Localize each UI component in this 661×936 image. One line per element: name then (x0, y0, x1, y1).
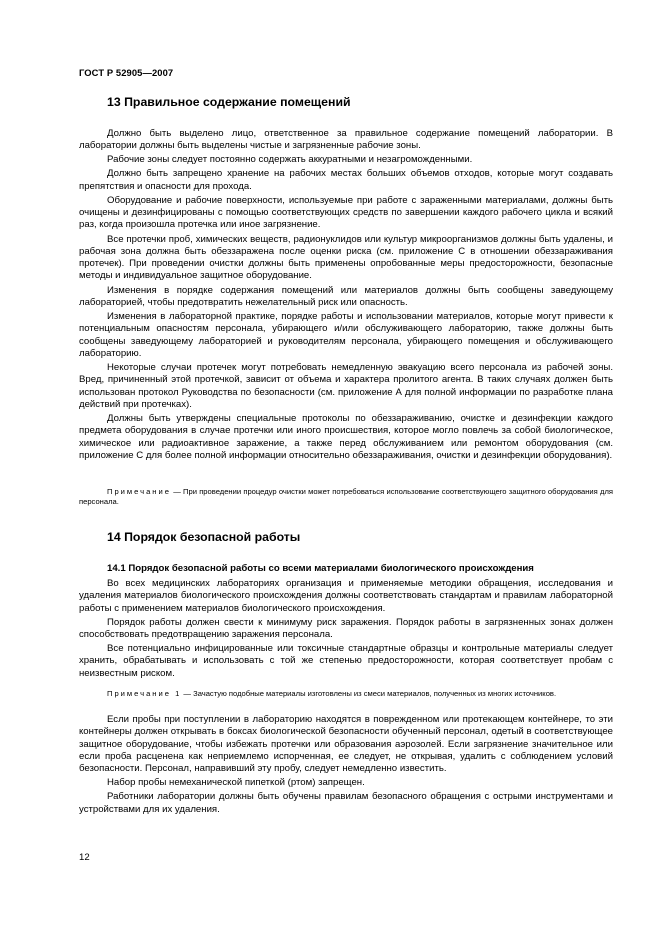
paragraph: Набор пробы немеханической пипеткой (ртом) запрещен. (107, 777, 365, 789)
section-13-body (79, 128, 613, 462)
section-14-title: 14 Порядок безопасной работы (107, 530, 301, 544)
section-14-body (79, 578, 613, 680)
note-label: Примечание 1 (107, 689, 182, 698)
note-text: — При проведении процедур очистки может потребоваться использование соответствующего защитного оборудования для персонала. (79, 487, 613, 507)
paragraph: Изменения в лабораторной практике, порядке работы и использовании материалов, которые могут привести к потенциальным опасностям персонала, убирающего и/или обслуживающего лабораторию, также должны быть сообщены заведующему лабораторией и руководителям персонала, убирающего помещения и обслуживающего лабораторию. (79, 310, 613, 359)
paragraph: Оборудование и рабочие поверхности, используемые при работе с зараженными материалами, должны быть очищены и дезинфицированы с помощью соответствующих средств по завершении каждого рабочего цикла и всякий раз, когда произошла протечка или иное загрязнение. (79, 194, 613, 231)
note-text: — Зачастую подобные материалы изготовлены из смеси материалов, полученных из многих источников. (181, 689, 557, 698)
subsection-14-1-title: 14.1 Порядок безопасной работы со всеми материалами биологического происхождения (107, 563, 534, 574)
document-header: ГОСТ Р 52905—2007 (79, 67, 174, 78)
paragraph: Должно быть запрещено хранение на рабочих местах больших объемов отходов, которые могут создавать препятствия и опасности для прохода. (79, 168, 613, 192)
paragraph: Должно быть выделено лицо, ответственное за правильное содержание помещений лаборатории. В лаборатории должны быть выделены чистые и загрязненные рабочие зоны. (79, 128, 613, 152)
paragraph: Во всех медицинских лабораториях организация и применяемые методики обращения, исследования и удаления материалов биологического происхождения должны соответствовать стандартам и правилам лабораторной работы с применением материалов биологического происхождения. (79, 578, 613, 614)
page-number: 12 (79, 852, 90, 863)
paragraph: Некоторые случаи протечек могут потребовать немедленную эвакуацию всего персонала из рабочей зоны. Вред, причиненный этой протечкой, зависит от объема и характера пролитого агента. В таких случаях должен быть использован протокол Руководства по безопасности (см. приложение А для полной информации по разработке плана действий при протечках). (79, 361, 613, 410)
section-13-note (79, 487, 613, 508)
paragraph: Изменения в порядке содержания помещений или материалов должны быть сообщены заведующему лабораторией, чтобы предотвратить нежелательный риск или опасность. (79, 284, 613, 308)
paragraph: Работники лаборатории должны быть обучены правилам безопасного обращения с острыми инструментами и устройствами для их удаления. (79, 791, 613, 815)
paragraph: Все потенциально инфицированные или токсичные стандартные образцы и контрольные материалы следует хранить, обрабатывать и использовать с той же степенью предосторожности, которая соответствует пробам с неизвестным риском. (79, 643, 613, 679)
section-14-note (79, 689, 613, 699)
section-13-title: 13 Правильное содержание помещений (107, 95, 351, 109)
paragraph: Порядок работы должен свести к минимуму риск заражения. Порядок работы в загрязненных зонах должен способствовать предотвращению заражения персонала. (79, 616, 613, 640)
paragraph: Рабочие зоны следует постоянно содержать аккуратными и незагроможденными. (107, 154, 473, 166)
paragraph: Все протечки проб, химических веществ, радионуклидов или культур микроорганизмов должны быть удалены, и рабочая зона должна быть обеззаражена после оценки риска (см. приложение С в отношении обеззараживания протечек). При проведении очистки должны быть применены опробованные меры предосторожности, безопасные методы и индивидуальное защитное оборудование. (79, 233, 613, 282)
paragraph: Если пробы при поступлении в лабораторию находятся в поврежденном или протекающем контейнере, то эти контейнеры должен открывать в боксах биологической безопасности обученный персонал, одетый в соответствующее защитное оборудование, чтобы избежать протечки или образования аэрозолей. Если загрязнение значительное или если проба расценена как неприемлемо испорченная, ее следует, не открывая, удалить с соблюдением условий безопасности. Персонал, направивший эту пробу, следует немедленно известить. (79, 714, 613, 775)
section-14-body-continued (79, 714, 613, 816)
note-label: Примечание (107, 487, 171, 496)
paragraph: Должны быть утверждены специальные протоколы по обеззараживанию, очистке и дезинфекции каждого предмета оборудования в случае протечки или иного происшествия, которое могло повлечь за собой биологическое, химическое или радиоактивное заражение, а также перед обслуживанием или ремонтом оборудования (см. приложение С для более полной информации относительно обеззараживания, очистки и дезинфекции оборудования). (79, 412, 613, 461)
